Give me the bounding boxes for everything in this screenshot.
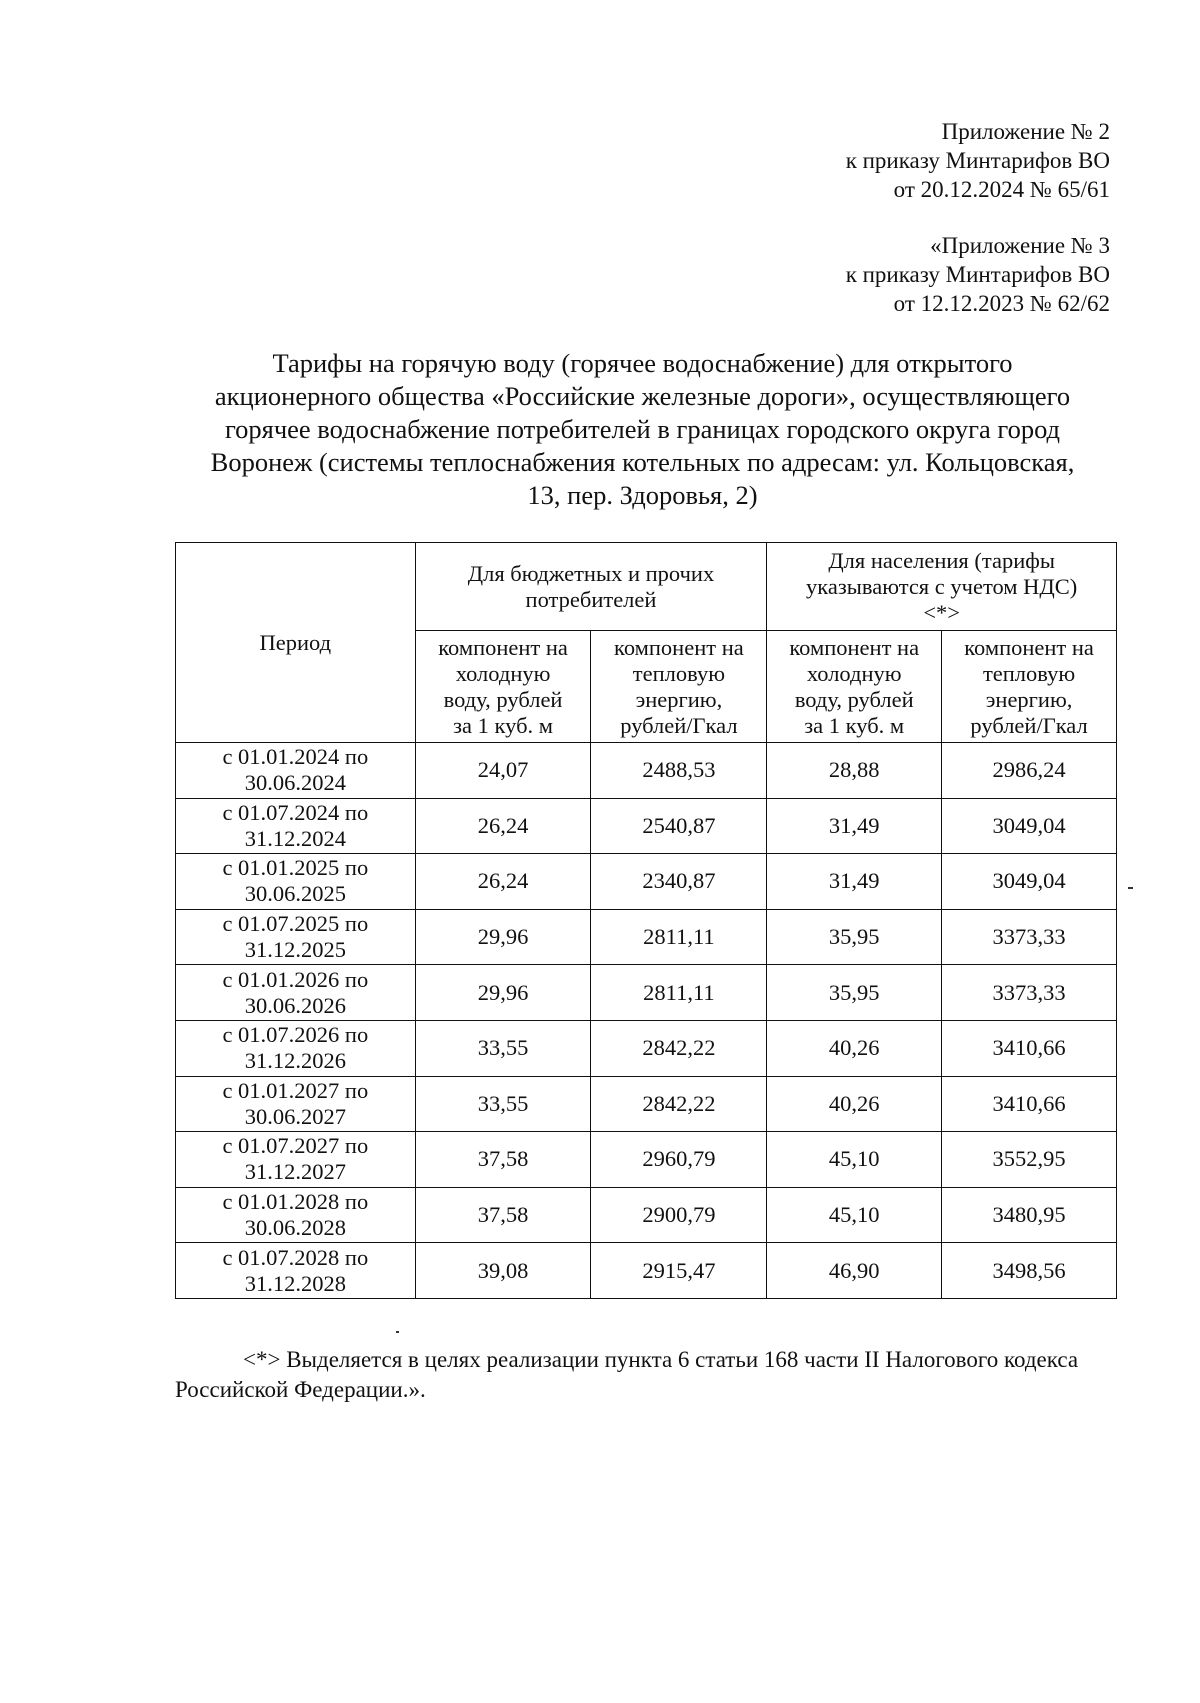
period-end: 31.12.2026 xyxy=(244,1048,346,1074)
cold-population-cell: 28,88 xyxy=(767,743,942,799)
header-line: за 1 куб. м xyxy=(804,712,905,738)
header-line: энергию, xyxy=(985,686,1073,712)
period-cell xyxy=(176,909,416,965)
header-line: компонент на xyxy=(789,634,920,660)
heat-population-cell: 2986,24 xyxy=(942,743,1117,799)
title-line: акционерного общества «Российские железные дороги», осуществляющего xyxy=(214,381,1071,411)
appendix-2-date: от 20.12.2024 № 65/61 xyxy=(893,177,1110,202)
heat-population-cell: 3049,04 xyxy=(942,854,1117,910)
period-cell xyxy=(176,854,416,910)
heat-budget-cell: 2488,53 xyxy=(591,743,767,799)
heat-population-cell: 3373,33 xyxy=(942,965,1117,1021)
title-line: Воронеж (системы теплоснабжения котельных по адресам: ул. Кольцовская, xyxy=(210,447,1075,477)
header-line: <*> xyxy=(923,599,960,625)
heat-energy-component-header xyxy=(591,631,767,743)
cold-population-cell: 31,49 xyxy=(767,854,942,910)
cold-budget-cell: 39,08 xyxy=(415,1243,591,1299)
cold-budget-cell: 29,96 xyxy=(415,909,591,965)
period-cell xyxy=(176,1076,416,1132)
period-cell xyxy=(176,965,416,1021)
cold-population-cell: 40,26 xyxy=(767,1020,942,1076)
appendix-2-reference xyxy=(846,117,1110,204)
period-start: с 01.07.2025 по xyxy=(222,911,369,937)
heat-budget-cell: 2842,22 xyxy=(591,1076,767,1132)
period-cell xyxy=(176,1187,416,1243)
appendix-3-reference xyxy=(846,231,1110,318)
appendix-3-number: «Приложение № 3 xyxy=(930,233,1110,258)
heat-budget-cell: 2900,79 xyxy=(591,1187,767,1243)
period-start: с 01.01.2028 по xyxy=(222,1189,369,1215)
period-start: с 01.07.2027 по xyxy=(222,1133,369,1159)
footnote xyxy=(175,1345,1115,1405)
cold-budget-cell: 37,58 xyxy=(415,1187,591,1243)
heat-population-cell: 3498,56 xyxy=(942,1243,1117,1299)
cold-population-cell: 45,10 xyxy=(767,1132,942,1188)
heat-budget-cell: 2811,11 xyxy=(591,965,767,1021)
cold-budget-cell: 24,07 xyxy=(415,743,591,799)
table-row xyxy=(176,1243,1117,1299)
tariff-table xyxy=(175,542,1117,1299)
period-end: 31.12.2028 xyxy=(244,1270,346,1296)
period-header: Период xyxy=(176,543,416,743)
period-cell xyxy=(176,1243,416,1299)
appendix-2-order: к приказу Минтарифов ВО xyxy=(845,148,1110,173)
table-row xyxy=(176,1187,1117,1243)
period-end: 30.06.2024 xyxy=(244,770,346,796)
table-row xyxy=(176,798,1117,854)
footnote-line: <*> Выделяется в целях реализации пункта 6 статьи 168 части II Налогового кодекса xyxy=(243,1347,1079,1372)
header-line: компонент на xyxy=(964,634,1094,660)
header-line: воду, рублей xyxy=(794,686,914,712)
header-line: рублей/Гкал xyxy=(970,712,1088,738)
heat-population-cell: 3410,66 xyxy=(942,1020,1117,1076)
table-row xyxy=(176,1020,1117,1076)
table-header-row xyxy=(176,543,1117,631)
cold-population-cell: 31,49 xyxy=(767,798,942,854)
cold-population-cell: 35,95 xyxy=(767,909,942,965)
header-line: компонент на xyxy=(614,634,744,660)
header-line: рублей/Гкал xyxy=(620,712,738,738)
scan-mark xyxy=(1128,887,1133,889)
heat-budget-cell: 2915,47 xyxy=(591,1243,767,1299)
period-cell xyxy=(176,798,416,854)
cold-water-component-header xyxy=(767,631,942,743)
period-end: 30.06.2027 xyxy=(244,1103,346,1129)
heat-budget-cell: 2340,87 xyxy=(591,854,767,910)
title-line: горячее водоснабжение потребителей в границах городского округа город xyxy=(224,414,1061,444)
period-end: 31.12.2025 xyxy=(244,937,346,963)
cold-budget-cell: 37,58 xyxy=(415,1132,591,1188)
period-start: с 01.01.2026 по xyxy=(222,966,369,992)
heat-budget-cell: 2811,11 xyxy=(591,909,767,965)
period-end: 30.06.2025 xyxy=(244,881,346,907)
heat-population-cell: 3480,95 xyxy=(942,1187,1117,1243)
cold-water-component-header xyxy=(415,631,591,743)
cold-budget-cell: 26,24 xyxy=(415,798,591,854)
appendix-3-order: к приказу Минтарифов ВО xyxy=(845,262,1110,287)
period-start: с 01.07.2028 по xyxy=(222,1244,369,1270)
cold-population-cell: 46,90 xyxy=(767,1243,942,1299)
table-row xyxy=(176,965,1117,1021)
header-line: за 1 куб. м xyxy=(453,712,554,738)
appendix-2-number: Приложение № 2 xyxy=(941,119,1110,144)
heat-population-cell: 3410,66 xyxy=(942,1076,1117,1132)
header-line: тепловую xyxy=(632,660,726,686)
cold-population-cell: 40,26 xyxy=(767,1076,942,1132)
period-start: с 01.01.2027 по xyxy=(222,1077,369,1103)
table-row xyxy=(176,909,1117,965)
heat-population-cell: 3552,95 xyxy=(942,1132,1117,1188)
period-start: с 01.01.2025 по xyxy=(222,855,369,881)
table-row xyxy=(176,743,1117,799)
heat-population-cell: 3049,04 xyxy=(942,798,1117,854)
scan-mark xyxy=(396,1331,399,1333)
heat-budget-cell: 2960,79 xyxy=(591,1132,767,1188)
heat-budget-cell: 2540,87 xyxy=(591,798,767,854)
header-line: холодную xyxy=(455,660,551,686)
header-line: Для населения (тарифы xyxy=(828,547,1055,573)
footnote-line: Российской Федерации.». xyxy=(175,1377,426,1402)
period-end: 31.12.2024 xyxy=(244,825,346,851)
header-line: Для бюджетных и прочих xyxy=(467,560,715,586)
cold-budget-cell: 26,24 xyxy=(415,854,591,910)
period-end: 30.06.2026 xyxy=(244,992,346,1018)
header-line: тепловую xyxy=(982,660,1076,686)
cold-population-cell: 45,10 xyxy=(767,1187,942,1243)
header-line: компонент на xyxy=(438,634,568,660)
header-line: воду, рублей xyxy=(443,686,563,712)
heat-energy-component-header xyxy=(942,631,1117,743)
budget-consumers-header xyxy=(415,543,767,631)
cold-budget-cell: 29,96 xyxy=(415,965,591,1021)
header-line: холодную xyxy=(806,660,902,686)
header-line: энергию, xyxy=(635,686,723,712)
period-start: с 01.07.2026 по xyxy=(222,1022,369,1048)
table-row xyxy=(176,854,1117,910)
heat-population-cell: 3373,33 xyxy=(942,909,1117,965)
period-cell xyxy=(176,1132,416,1188)
period-start: с 01.07.2024 по xyxy=(222,799,369,825)
document-title xyxy=(170,347,1115,512)
table-row xyxy=(176,1076,1117,1132)
header-line: указываются с учетом НДС) xyxy=(806,573,1078,599)
header-line: потребителей xyxy=(525,586,657,612)
period-cell xyxy=(176,1020,416,1076)
cold-budget-cell: 33,55 xyxy=(415,1076,591,1132)
title-line: 13, пер. Здоровья, 2) xyxy=(527,480,758,510)
title-line: Тарифы на горячую воду (горячее водоснабжение) для открытого xyxy=(272,348,1013,378)
cold-budget-cell: 33,55 xyxy=(415,1020,591,1076)
heat-budget-cell: 2842,22 xyxy=(591,1020,767,1076)
period-end: 31.12.2027 xyxy=(244,1159,346,1185)
period-end: 30.06.2028 xyxy=(244,1215,346,1241)
table-row xyxy=(176,1132,1117,1188)
period-start: с 01.01.2024 по xyxy=(222,744,369,770)
cold-population-cell: 35,95 xyxy=(767,965,942,1021)
population-header xyxy=(767,543,1117,631)
period-cell xyxy=(176,743,416,799)
appendix-3-date: от 12.12.2023 № 62/62 xyxy=(893,291,1110,316)
